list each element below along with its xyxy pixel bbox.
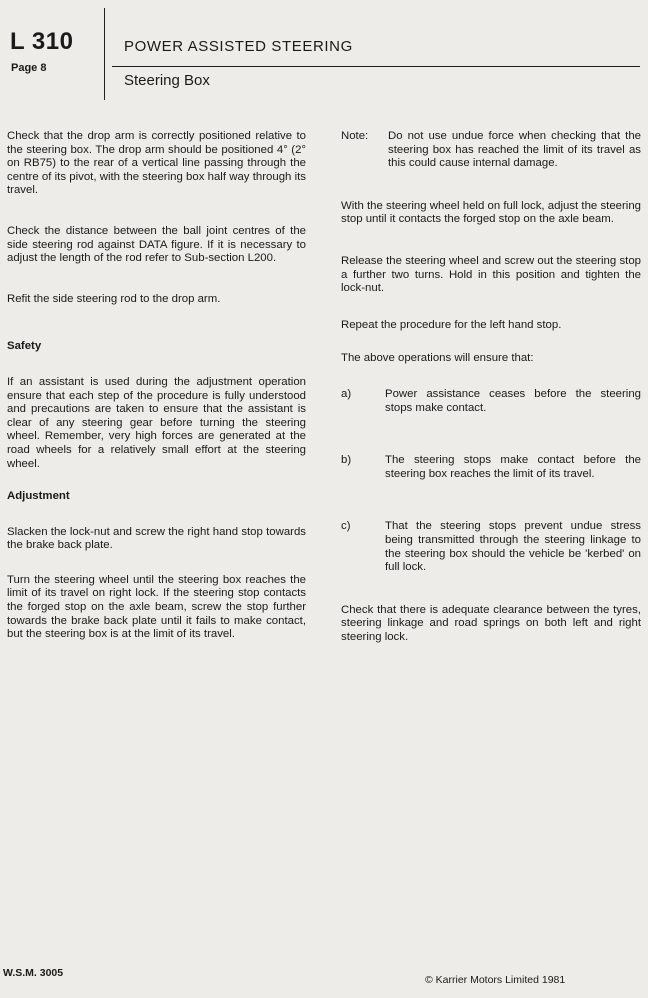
note-block [341, 130, 641, 171]
paragraph-drop-arm: Check that the drop arm is correctly positioned relative to the steering box. The drop arm should be positioned 4° (2° on RB75) to the rear of a vertical line passing through the centre of its pivot, with the steering box half way through its travel. [7, 130, 306, 197]
paragraph-safety: If an assistant is used during the adjustment operation ensure that each step of the procedure is fully understood and precautions are taken to ensure that the assistant is clear of any steering gear before turning the steering wheel. Remember, very high forces are generated at the road wheels for a relatively small effort at the steering wheel. [7, 375, 306, 470]
paragraph-turn-wheel: Turn the steering wheel until the steering box reaches the limit of its travel on right lock. If the steering stop contacts the forged stop on the axle beam, screw the stop further towards the brake back plate until it fails to make contact, but the steering box is at the limit of its travel. [7, 573, 306, 641]
footer-copyright: © Karrier Motors Limited 1981 [425, 974, 566, 986]
left-column [7, 130, 306, 642]
page-number: Page 8 [11, 62, 47, 74]
footer-manual-code: W.S.M. 3005 [3, 967, 64, 979]
note-label: Note: [341, 130, 369, 142]
list-item-label: a) [341, 387, 352, 400]
list-item-label: c) [341, 520, 351, 533]
header-vertical-rule [104, 8, 105, 100]
paragraph-full-lock: With the steering wheel held on full lock, adjust the steering stop until it contacts the forged stop on the axle beam. [341, 199, 641, 226]
list-item [341, 388, 641, 415]
list-item-text: That the steering stops prevent undue stress being transmitted through the steering linkage to the steering box should the vehicle be 'kerbed' on full lock. [385, 520, 641, 574]
list-item [341, 520, 641, 574]
section-subtitle: Steering Box [124, 72, 210, 89]
paragraph-slacken: Slacken the lock-nut and screw the right hand stop towards the brake back plate. [7, 525, 306, 552]
right-column [341, 130, 641, 644]
list-item-text: The steering stops make contact before the steering box reaches the limit of its travel. [385, 454, 641, 480]
paragraph-ensure: The above operations will ensure that: [341, 352, 534, 365]
paragraph-repeat: Repeat the procedure for the left hand stop. [341, 318, 562, 331]
section-code: L 310 [10, 28, 74, 55]
list-item [341, 454, 641, 481]
section-title: POWER ASSISTED STEERING [124, 38, 353, 55]
paragraph-ball-joint: Check the distance between the ball joint centres of the side steering rod against DATA figure. If it is necessary to adjust the length of the rod refer to Sub-section L200. [7, 224, 306, 265]
list-item-text: Power assistance ceases before the steering stops make contact. [385, 387, 641, 414]
header-horizontal-rule [112, 66, 640, 67]
paragraph-refit: Refit the side steering rod to the drop arm. [7, 292, 221, 305]
list-item-label: b) [341, 454, 352, 467]
heading-safety: Safety [7, 340, 42, 353]
paragraph-clearance: Check that there is adequate clearance between the tyres, steering linkage and road springs on both left and right steering lock. [341, 603, 641, 643]
note-text: Do not use undue force when checking that the steering box has reached the limit of its travel as this could cause internal damage. [388, 130, 641, 170]
paragraph-release: Release the steering wheel and screw out the steering stop a further two turns. Hold in this position and tighten the lock-nut. [341, 254, 641, 295]
heading-adjustment: Adjustment [7, 490, 70, 503]
